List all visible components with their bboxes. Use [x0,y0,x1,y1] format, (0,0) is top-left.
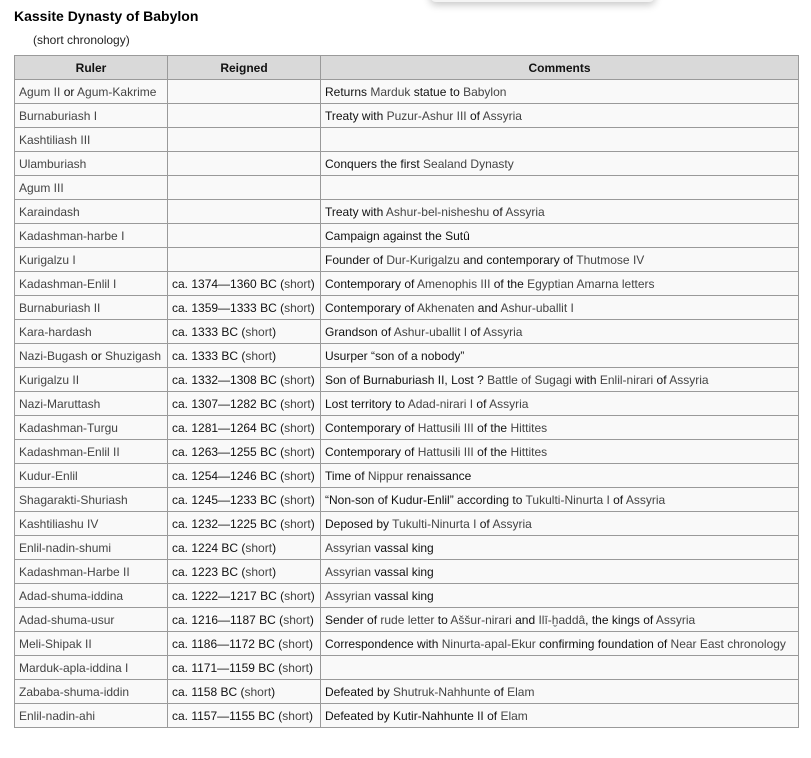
table-row [15,200,799,224]
wiki-link[interactable]: Amenophis III [417,276,491,291]
table-row [15,344,799,368]
ruler-cell [15,632,168,656]
cell-text: vassal king [371,588,434,603]
cell-text: of the [473,420,511,435]
cell-text: ) [308,708,313,723]
cell-text: , the kings of [585,612,656,627]
cell-text: ) [272,540,277,555]
reigned-cell [168,176,321,200]
wiki-link[interactable]: Kashtiliashu IV [19,516,99,531]
comments-cell [321,488,799,512]
comments-cell [321,272,799,296]
cell-text: ca. 1332—1308 BC ( [172,372,285,387]
comments-cell [321,128,799,152]
cell-text: ) [310,276,315,291]
wiki-link[interactable]: Assyria [669,372,709,387]
table-row [15,176,799,200]
cell-text: Founder of [325,252,387,267]
wiki-link[interactable]: short [284,588,311,603]
cell-text: ) [310,588,315,603]
cell-text: Contemporary of [325,420,418,435]
cell-text: of [467,324,484,339]
wiki-link[interactable]: short [284,300,311,315]
ruler-cell [15,248,168,272]
rulers-table [14,55,799,728]
wiki-link[interactable]: short [284,396,311,411]
wiki-link[interactable]: Agum III [19,180,64,195]
cell-text: of [609,492,626,507]
ruler-cell [15,296,168,320]
wiki-link[interactable]: Hittites [510,420,548,435]
wiki-link[interactable]: short [245,324,273,339]
cell-text: ) [310,372,315,387]
wiki-link[interactable]: Zababa-shuma-iddin [19,684,130,699]
wiki-link[interactable]: Marduk-apla-iddina I [19,660,129,675]
ruler-cell [15,224,168,248]
wiki-link[interactable]: short [245,564,273,579]
reigned-cell [168,272,321,296]
comments-cell [321,464,799,488]
ruler-cell [15,512,168,536]
wiki-link[interactable]: Nazi-Bugash [19,348,88,363]
wiki-link[interactable]: Elam [500,708,528,723]
comments-cell [321,200,799,224]
wiki-link[interactable]: Kadashman-Harbe II [19,564,130,579]
wiki-link[interactable]: Assyria [483,324,523,339]
reigned-cell [168,632,321,656]
reigned-cell [168,224,321,248]
cell-text: ca. 1216—1187 BC ( [172,612,284,627]
wiki-link[interactable]: Elam [507,684,535,699]
comments-cell [321,416,799,440]
cell-text: ) [272,348,277,363]
cell-text: of [490,684,508,699]
wiki-link[interactable]: Shuzigash [105,348,162,363]
reigned-cell [168,80,321,104]
reigned-cell [168,128,321,152]
cell-text: ca. 1263—1255 BC ( [172,444,285,459]
cell-text: ca. 1232—1225 BC ( [172,516,285,531]
cell-text: and [474,300,501,315]
wiki-link[interactable]: Puzur-Ashur III [386,108,467,123]
wiki-link[interactable]: Sealand Dynasty [423,156,514,171]
reigned-cell [168,584,321,608]
wiki-link[interactable]: Thutmose IV [576,252,645,267]
wiki-link[interactable]: short [284,276,311,291]
wiki-link[interactable]: Kara-hardash [19,324,92,339]
cell-text: ) [310,468,315,483]
wiki-link[interactable]: Kadashman-Enlil I [19,276,117,291]
table-row [15,536,799,560]
wiki-link[interactable]: Meli-Shipak II [19,636,92,651]
table-row [15,560,799,584]
wiki-link[interactable]: Hittites [510,444,548,459]
cell-text: ) [271,684,276,699]
table-row [15,152,799,176]
cell-text: Campaign against the Sutû [325,228,470,243]
cell-text: Returns [325,84,371,99]
wiki-link[interactable]: short [244,684,272,699]
cell-text: of [483,708,501,723]
cell-text: renaissance [403,468,472,483]
cell-text: ) [310,444,315,459]
cell-text: vassal king [371,564,434,579]
comments-cell [321,512,799,536]
wiki-link[interactable]: Assyria [489,396,529,411]
column-header-reigned[interactable]: Reigned [168,56,321,80]
cell-text: of [653,372,670,387]
wiki-link[interactable]: Shagarakti-Shuriash [19,492,128,507]
wiki-link[interactable]: Kashtiliash III [19,132,91,147]
wiki-link[interactable]: Burnaburiash II [19,300,101,315]
comments-cell [321,608,799,632]
comments-cell [321,80,799,104]
wiki-link[interactable]: Assyria [655,612,696,627]
cell-text: Usurper “son of a nobody” [325,348,465,363]
cell-text: ) [309,612,314,627]
reigned-cell [168,560,321,584]
cell-text: ca. 1158 BC ( [172,684,245,699]
comments-cell [321,152,799,176]
cell-text: ca. 1374—1360 BC ( [172,276,285,291]
wiki-link[interactable]: Hattusili III [417,444,474,459]
cell-text: vassal king [371,540,434,555]
wiki-link[interactable]: Assyria [625,492,666,507]
comments-cell [321,248,799,272]
cell-text: or [87,348,106,363]
ruler-cell [15,272,168,296]
table-row [15,704,799,728]
comments-cell [321,536,799,560]
cell-text: ca. 1186—1172 BC ( [172,636,283,651]
comments-cell [321,224,799,248]
ruler-cell [15,344,168,368]
wiki-link[interactable]: Shutruk-Nahhunte [393,684,491,699]
reigned-cell [168,152,321,176]
table-row [15,416,799,440]
wiki-link[interactable]: rude letter [380,612,435,627]
wiki-link[interactable]: Adad-shuma-usur [19,612,115,627]
cell-text: Contemporary of [325,300,418,315]
chronology-note: (short chronology) [33,33,130,47]
wiki-link[interactable]: Ilī-ḫaddâ [538,612,586,627]
cell-text: confirming foundation of [535,636,671,651]
reigned-cell [168,344,321,368]
ruler-cell [15,584,168,608]
reigned-cell [168,512,321,536]
cell-text: ca. 1224 BC ( [172,540,246,555]
comments-cell [321,584,799,608]
wiki-link[interactable]: Babylon [463,84,507,99]
comments-cell [321,368,799,392]
wiki-link[interactable]: Tukulti-Ninurta I [525,492,610,507]
ruler-cell [15,680,168,704]
ruler-cell [15,368,168,392]
column-header-comments[interactable]: Comments [321,56,799,80]
comments-cell [321,440,799,464]
cell-text: ca. 1254—1246 BC ( [172,468,285,483]
comments-cell [321,680,799,704]
cell-text: ) [310,420,315,435]
ruler-cell [15,320,168,344]
cell-text: Treaty with [325,108,387,123]
table-row [15,272,799,296]
reigned-cell [168,656,321,680]
cell-text: ca. 1245—1233 BC ( [172,492,285,507]
table-body [15,80,799,728]
ruler-cell [15,656,168,680]
reigned-cell [168,704,321,728]
comments-cell [321,656,799,680]
table-row [15,224,799,248]
wiki-link[interactable]: Agum-Kakrime [77,84,157,99]
comments-cell [321,176,799,200]
cell-text: ca. 1333 BC ( [172,348,246,363]
wiki-link[interactable]: Kudur-Enlil [19,468,78,483]
wiki-link[interactable]: short [282,660,309,675]
table-row [15,440,799,464]
ruler-cell [15,416,168,440]
wiki-link[interactable]: Ashur-bel-nisheshu [385,204,490,219]
cell-text: Deposed by [325,516,393,531]
comments-cell [321,104,799,128]
cell-text: ca. 1281—1264 BC ( [172,420,285,435]
table-header-row [15,56,799,80]
cell-text: ca. 1171—1159 BC ( [172,660,283,675]
cell-text: ) [272,324,277,339]
cell-text: to [434,612,451,627]
wiki-link[interactable]: Enlil-nadin-shumi [19,540,112,555]
wiki-link[interactable]: short [284,516,311,531]
ruler-cell [15,176,168,200]
cell-text: ) [310,300,315,315]
wiki-link[interactable]: Assyrian [325,564,372,579]
wiki-link[interactable]: short [282,636,309,651]
wiki-link[interactable]: Enlil-nirari [599,372,654,387]
page-title: Kassite Dynasty of Babylon [14,8,199,24]
wiki-link[interactable]: short [284,492,311,507]
wiki-link[interactable]: Agum II [19,84,61,99]
wiki-link[interactable]: Ulamburiash [19,156,87,171]
reigned-cell [168,392,321,416]
table-row [15,584,799,608]
cell-text: Contemporary of [325,276,418,291]
cell-text: Time of [325,468,368,483]
ruler-cell [15,392,168,416]
wiki-link[interactable]: Kurigalzu I [19,252,76,267]
comments-cell [321,344,799,368]
wiki-link[interactable]: short [284,372,311,387]
cell-text: Sender of [325,612,381,627]
wiki-link[interactable]: Assyria [505,204,545,219]
table-row [15,320,799,344]
reigned-cell [168,464,321,488]
table-row [15,104,799,128]
reigned-cell [168,680,321,704]
wiki-link[interactable]: Karaindash [19,204,80,219]
wiki-link[interactable]: Dur-Kurigalzu [386,252,460,267]
table-row [15,128,799,152]
cell-text: Contemporary of [325,444,418,459]
wiki-link[interactable]: short [284,444,311,459]
cell-text: Grandson of [325,324,394,339]
ruler-cell [15,704,168,728]
wiki-link[interactable]: Ashur-uballit I [500,300,574,315]
cell-text: ca. 1157—1155 BC ( [172,708,283,723]
comments-cell [321,704,799,728]
table-row [15,608,799,632]
cell-text: of [476,516,493,531]
wiki-link[interactable]: Egyptian Amarna letters [527,276,655,291]
cell-text: Treaty with [325,204,386,219]
wiki-link[interactable]: Assyrian [325,540,372,555]
reigned-cell [168,368,321,392]
ruler-cell [15,440,168,464]
reigned-cell [168,440,321,464]
comments-cell [321,560,799,584]
wiki-link[interactable]: Hattusili III [417,420,474,435]
wiki-link[interactable]: Assyria [492,516,532,531]
cell-text: ) [310,492,315,507]
table-row [15,512,799,536]
reigned-cell [168,536,321,560]
cell-text: ) [310,516,315,531]
cell-text: and [511,612,539,627]
cell-text: Defeated by [325,684,394,699]
column-header-ruler[interactable]: Ruler [15,56,168,80]
cell-text: ca. 1223 BC ( [172,564,246,579]
cell-text: of the [473,444,511,459]
ruler-cell [15,200,168,224]
comments-cell [321,632,799,656]
cell-text: ) [272,564,277,579]
wiki-link[interactable]: Near East chronology [670,636,786,651]
wiki-link[interactable]: Battle of Sugagi [487,372,572,387]
ruler-cell [15,488,168,512]
cell-text: ca. 1222—1217 BC ( [172,588,285,603]
cell-text: of [473,396,490,411]
wiki-link[interactable]: Nazi-Maruttash [19,396,101,411]
reigned-cell [168,608,321,632]
cell-text: ca. 1307—1282 BC ( [172,396,285,411]
wiki-link[interactable]: Nippur [367,468,404,483]
cell-text: Correspondence with [325,636,442,651]
wiki-link[interactable]: Marduk [370,84,411,99]
comments-cell [321,296,799,320]
ruler-cell [15,608,168,632]
ruler-cell [15,464,168,488]
wiki-link[interactable]: Kadashman-harbe I [19,228,125,243]
cell-text: ) [308,636,313,651]
wiki-link[interactable]: Ashur-uballit I [393,324,468,339]
cell-text: or [60,84,78,99]
wiki-link[interactable]: short [284,468,311,483]
wiki-link[interactable]: Tukulti-Ninurta I [392,516,477,531]
comments-cell [321,320,799,344]
wiki-link[interactable]: Assyrian [325,588,372,603]
wiki-link[interactable]: Enlil-nadin-ahi [19,708,96,723]
wiki-link[interactable]: Adad-nirari I [407,396,474,411]
cell-text: ) [310,396,315,411]
reigned-cell [168,416,321,440]
table-row [15,392,799,416]
reigned-cell [168,248,321,272]
cell-text: ) [308,660,313,675]
table-row [15,464,799,488]
wiki-link[interactable]: Akhenaten [417,300,475,315]
cell-text: of [489,204,506,219]
wiki-link[interactable]: Kurigalzu II [19,372,80,387]
cell-text: Defeated by Kutir-Nahhunte II [325,708,484,723]
table-row [15,296,799,320]
wiki-link[interactable]: Assyria [482,108,522,123]
wiki-link[interactable]: short [284,420,311,435]
table-row [15,680,799,704]
wiki-link[interactable]: short [245,348,273,363]
table-row [15,368,799,392]
cell-text: Conquers the first [325,156,424,171]
reigned-cell [168,320,321,344]
cell-text: Lost territory to [325,396,408,411]
overlay-panel-edge [430,0,655,2]
comments-cell [321,392,799,416]
wiki-link[interactable]: Ninurta-apal-Ekur [441,636,536,651]
cell-text: ca. 1333 BC ( [172,324,246,339]
cell-text: Son of Burnaburiash II, Lost ? [325,372,488,387]
reigned-cell [168,200,321,224]
wiki-link[interactable]: short [283,612,310,627]
cell-text: and contemporary of [459,252,577,267]
reigned-cell [168,104,321,128]
ruler-cell [15,80,168,104]
ruler-cell [15,152,168,176]
cell-text: of the [490,276,528,291]
cell-text: of [466,108,483,123]
ruler-cell [15,128,168,152]
cell-text: ca. 1359—1333 BC ( [172,300,285,315]
table-row [15,248,799,272]
ruler-cell [15,104,168,128]
wiki-link[interactable]: short [245,540,273,555]
wiki-link[interactable]: Kadashman-Enlil II [19,444,120,459]
cell-text: “Non-son of Kudur-Enlil” according to [325,492,526,507]
table-row [15,632,799,656]
ruler-cell [15,560,168,584]
ruler-cell [15,536,168,560]
table-row [15,488,799,512]
reigned-cell [168,296,321,320]
cell-text: with [571,372,600,387]
wiki-link[interactable]: Kadashman-Turgu [19,420,118,435]
wiki-link[interactable]: short [282,708,309,723]
table-row [15,80,799,104]
wiki-link[interactable]: Adad-shuma-iddina [19,588,124,603]
table-row [15,656,799,680]
cell-text: statue to [410,84,464,99]
wiki-link[interactable]: Aššur-nirari [450,612,512,627]
reigned-cell [168,488,321,512]
wiki-link[interactable]: Burnaburiash I [19,108,98,123]
